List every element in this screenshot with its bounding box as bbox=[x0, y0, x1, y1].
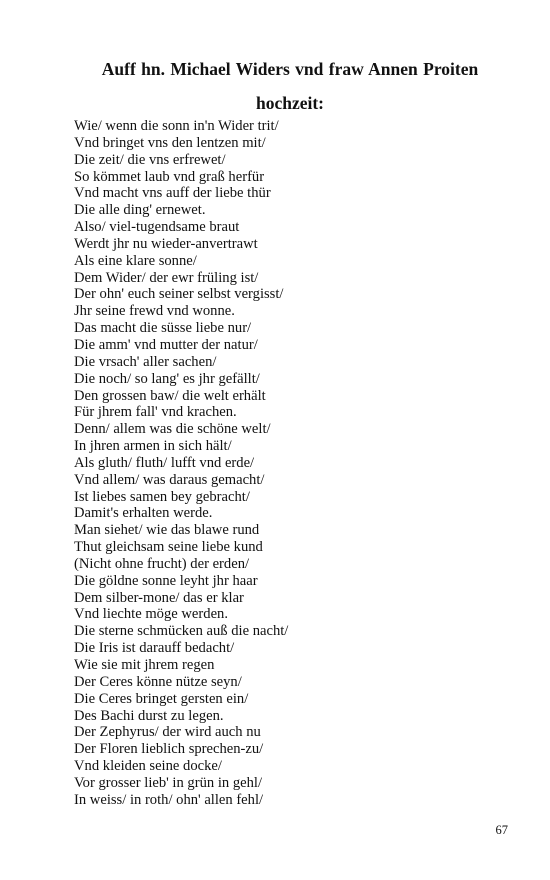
poem-line: Damit's erhalten werde. bbox=[74, 505, 213, 522]
poem-line: Als gluth/ fluth/ lufft vnd erde/ bbox=[74, 454, 255, 471]
poem-line: Denn/ allem was die schöne welt/ bbox=[74, 421, 271, 438]
poem-line: Die Ceres bringet gersten ein/ bbox=[74, 690, 249, 707]
poem-line: Vor grosser lieb' in grün in gehl/ bbox=[74, 774, 263, 791]
poem-line: In weiss/ in roth/ ohn' allen fehl/ bbox=[74, 791, 264, 808]
poem-line: Für jhrem fall' vnd krachen. bbox=[74, 404, 237, 421]
poem-line: Die sterne schmücken auß die nacht/ bbox=[74, 623, 289, 640]
poem-line: In jhren armen in sich hält/ bbox=[74, 438, 232, 455]
poem-line: Die Iris ist darauff bedacht/ bbox=[74, 640, 235, 657]
poem-line: Der Zephyrus/ der wird auch nu bbox=[74, 724, 261, 741]
poem-line: So kömmet laub vnd graß herfür bbox=[74, 168, 265, 185]
poem-line: Die zeit/ die vns erfrewet/ bbox=[74, 151, 226, 168]
poem-line: Die göldne sonne leyht jhr haar bbox=[74, 572, 258, 589]
poem-line: Vnd allem/ was daraus gemacht/ bbox=[74, 471, 265, 488]
poem-line: Dem Wider/ der ewr früling ist/ bbox=[74, 269, 259, 286]
poem-line: Vnd bringet vns den lentzen mit/ bbox=[74, 134, 266, 151]
poem-line: Also/ viel-tugendsame braut bbox=[74, 219, 240, 236]
poem-line: Den grossen baw/ die welt erhält bbox=[74, 387, 266, 404]
poem-line: (Nicht ohne frucht) der erden/ bbox=[74, 555, 250, 572]
poem-line: Die noch/ so lang' es jhr gefällt/ bbox=[74, 370, 260, 387]
page-number: 67 bbox=[495, 823, 508, 837]
poem-line: Thut gleichsam seine liebe kund bbox=[74, 539, 263, 556]
poem-line: Der ohn' euch seiner selbst vergisst/ bbox=[74, 286, 284, 303]
poem-line: Jhr seine frewd vnd wonne. bbox=[74, 303, 235, 320]
poem-line: Das macht die süsse liebe nur/ bbox=[74, 320, 252, 337]
poem-line: Die alle ding' ernewet. bbox=[74, 202, 206, 219]
poem-line: Ist liebes samen bey gebracht/ bbox=[74, 488, 250, 505]
poem-line: Wie sie mit jhrem regen bbox=[74, 657, 215, 673]
poem-title-continuation: hochzeit: bbox=[255, 93, 325, 113]
poem-line: Die amm' vnd mutter der natur/ bbox=[74, 336, 258, 353]
poem-line: Man siehet/ wie das blawe rund bbox=[74, 522, 260, 539]
poem-line: Werdt jhr nu wieder-anvertrawt bbox=[74, 235, 258, 252]
poem-title: Auff hn. Michael Widers vnd fraw Annen Proiten bbox=[101, 59, 479, 79]
poem-line: Dem silber-mone/ das er klar bbox=[74, 589, 244, 606]
poem-line: Vnd kleiden seine docke/ bbox=[74, 758, 222, 775]
poem-line: Des Bachi durst zu legen. bbox=[74, 707, 224, 724]
poem-line: Als eine klare sonne/ bbox=[74, 252, 197, 269]
poem-line: Der Floren lieblich sprechen-zu/ bbox=[74, 741, 264, 758]
poem-line: Vnd macht vns auff der liebe thür bbox=[74, 185, 271, 202]
poem-line: Die vrsach' aller sachen/ bbox=[74, 353, 217, 370]
poem-line: Vnd liechte möge werden. bbox=[74, 606, 228, 623]
poem-line: Wie/ wenn die sonn in'n Wider trit/ bbox=[74, 118, 279, 134]
poem-line: Der Ceres könne nütze seyn/ bbox=[74, 673, 242, 690]
poem-body bbox=[74, 118, 494, 809]
